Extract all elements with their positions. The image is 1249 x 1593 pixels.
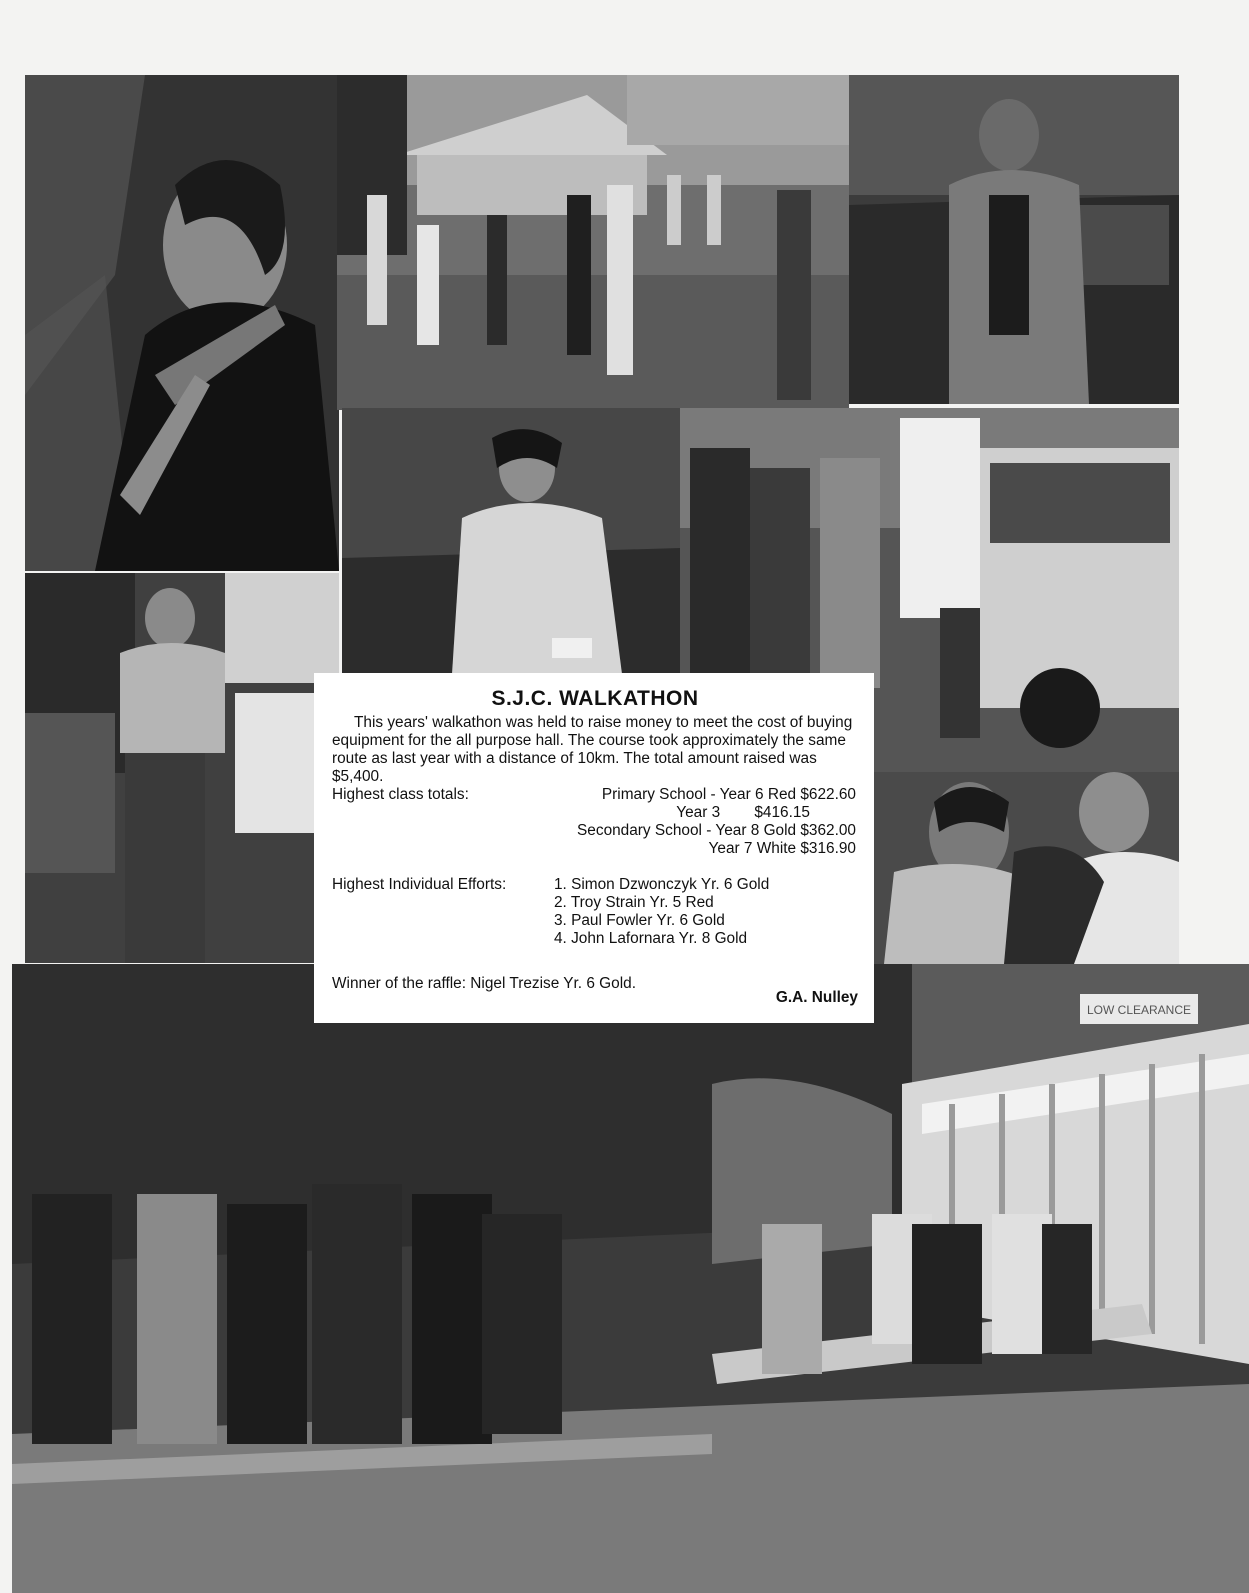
class-total-line: Year 3 $416.15 (676, 804, 810, 821)
class-total-line: Secondary School - Year 8 Gold $362.00 (577, 822, 856, 839)
photo-children-running-street (337, 75, 849, 410)
low-clearance-sign-text: LOW CLEARANCE (1086, 1003, 1192, 1017)
individual-efforts-label: Highest Individual Efforts: (332, 876, 507, 893)
article-author: G.A. Nulley (775, 989, 858, 1006)
article-title: S.J.C. WALKATHON (491, 687, 699, 710)
photo-man-arms-crossed (25, 573, 339, 963)
photo-students-walking-bridge (12, 964, 1249, 1593)
individual-effort-item: 3. Paul Fowler Yr. 6 Gold (554, 912, 725, 929)
class-totals-row (332, 786, 858, 804)
individual-effort-item: 2. Troy Strain Yr. 5 Red (554, 894, 714, 911)
photo-two-men-closeup (874, 772, 1179, 964)
individual-efforts (332, 876, 858, 948)
class-total-line: Year 7 White $316.90 (708, 840, 856, 857)
class-total-line: Primary School - Year 6 Red $622.60 (601, 786, 856, 803)
class-totals-label: Highest class totals: (332, 786, 469, 803)
raffle-winner: Winner of the raffle: Nigel Trezise Yr. 6 Gold. (332, 975, 636, 992)
photo-woman-scarf (25, 75, 339, 571)
individual-effort-item: 4. John Lafornara Yr. 8 Gold (554, 930, 748, 947)
individual-efforts-list (554, 876, 858, 948)
article-intro: This years' walkathon was held to raise money to meet the cost of buying equipment for the all purpose hall. The course took approximately the same route as last year with a distance of 10km. The total amount raised was $5,400. (332, 714, 853, 785)
photo-man-by-car (849, 75, 1179, 404)
article-text-box (314, 673, 874, 1023)
photo-woman-walking-hoodie (342, 408, 680, 674)
individual-effort-item: 1. Simon Dzwonczyk Yr. 6 Gold (554, 876, 770, 893)
